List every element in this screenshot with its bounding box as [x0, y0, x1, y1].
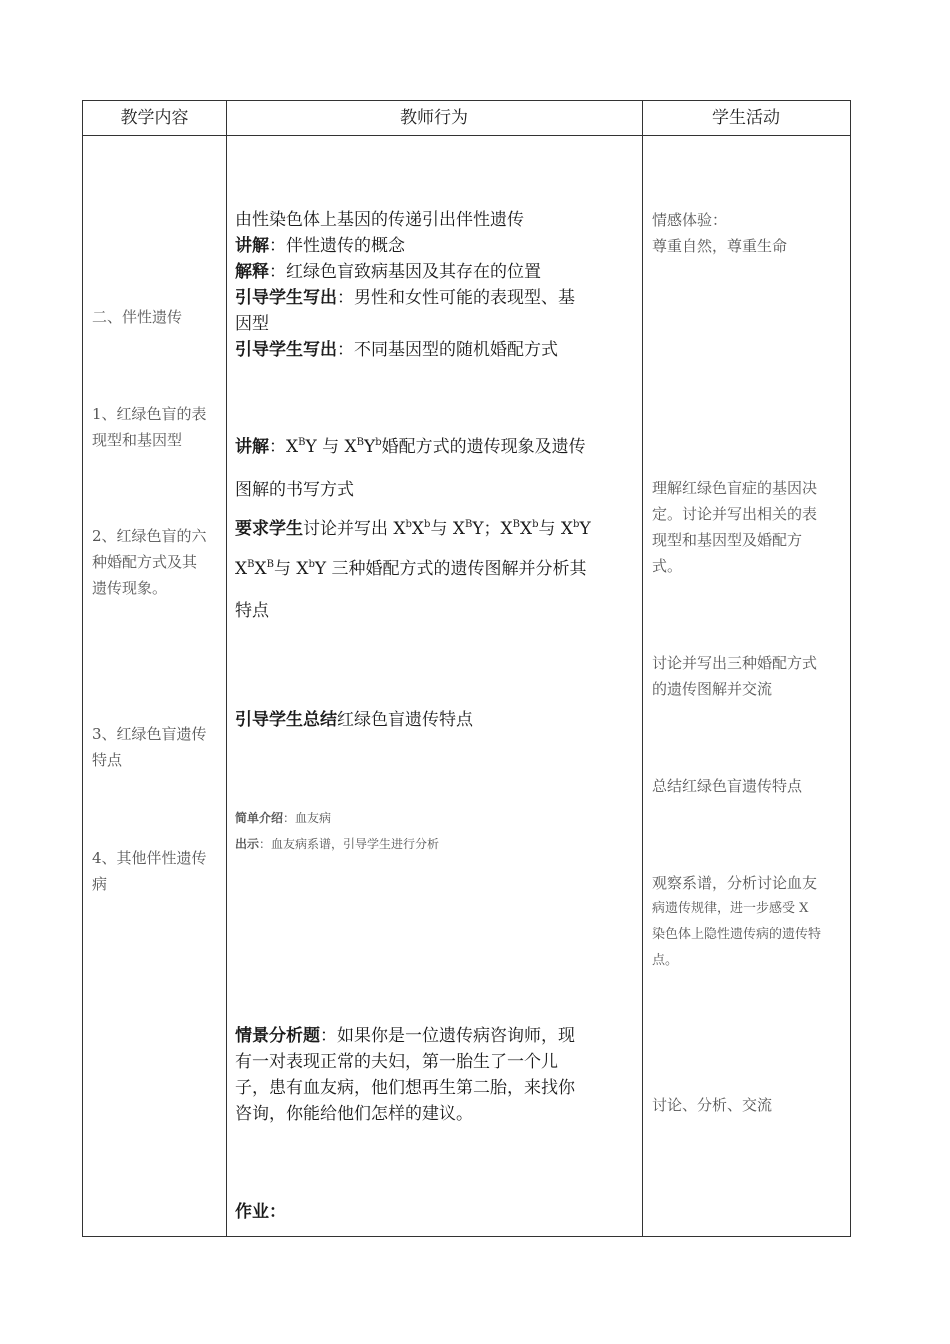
teacher-line: 讲解：$X^BY$ 与 $X^BY^b$婚配方式的遗传现象及遗传	[235, 437, 586, 457]
header-content: 教学内容	[120, 108, 189, 128]
teacher-line: 咨询，你能给他们怎样的建议。	[235, 1104, 473, 1124]
content-item: 3、红绿色盲遗传	[92, 725, 207, 743]
student-line: 总结红绿色盲遗传特点	[652, 777, 803, 795]
student-line: 讨论并写出三种婚配方式	[652, 654, 818, 672]
teacher-line: 情景分析题：如果你是一位遗传病咨询师，现	[235, 1026, 575, 1046]
teacher-line: 由性染色体上基因的传递引出伴性遗传	[235, 210, 524, 230]
student-line: 讨论、分析、交流	[652, 1096, 773, 1114]
student-line: 现型和基因型及婚配方	[652, 531, 803, 549]
student-line: 染色体上隐性遗传病的遗传特	[652, 927, 822, 942]
student-line: 尊重自然，尊重生命	[652, 237, 788, 255]
teacher-line: 图解的书写方式	[235, 480, 354, 500]
student-line: 式。	[652, 557, 683, 575]
student-line: 情感体验：	[652, 211, 728, 229]
homework-label: 作业：	[235, 1202, 286, 1222]
lesson-plan-table	[82, 100, 851, 1237]
content-item: 2、红绿色盲的六	[92, 527, 207, 545]
teacher-line: 解释：红绿色盲致病基因及其存在的位置	[235, 262, 541, 282]
teacher-line: 简单介绍：血友病	[235, 811, 332, 825]
section-title: 二、伴性遗传	[92, 308, 183, 326]
student-line: 定。讨论并写出相关的表	[652, 505, 818, 523]
header-divider	[83, 135, 850, 136]
column-divider	[226, 101, 227, 1236]
student-line: 观察系谱，分析讨论血友	[652, 874, 818, 892]
teacher-line: 子，患有血友病，他们想再生第二胎，来找你	[235, 1078, 575, 1098]
teacher-line: 特点	[235, 601, 269, 621]
teacher-line: 引导学生写出：男性和女性可能的表现型、基	[235, 288, 575, 308]
content-item: 种婚配方式及其	[92, 553, 198, 571]
header-student: 学生活动	[712, 108, 780, 128]
header-teacher: 教师行为	[400, 108, 468, 128]
student-line: 病遗传规律，进一步感受 X	[652, 901, 809, 916]
content-item: 遗传现象。	[92, 579, 168, 597]
content-item: 1、红绿色盲的表	[92, 405, 207, 423]
teacher-line: 出示：血友病系谱，引导学生进行分析	[235, 837, 440, 851]
content-item: 特点	[92, 751, 123, 769]
student-line: 理解红绿色盲症的基因决	[652, 479, 818, 497]
teacher-line: 因型	[235, 314, 269, 334]
teacher-line: 有一对表现正常的夫妇，第一胎生了一个儿	[235, 1052, 558, 1072]
content-item: 现型和基因型	[92, 431, 183, 449]
teacher-line: $X^BX^B$与 $X^bY$ 三种婚配方式的遗传图解并分析其	[235, 559, 587, 579]
teacher-line: 引导学生总结红绿色盲遗传特点	[235, 710, 473, 730]
teacher-line: 引导学生写出：不同基因型的随机婚配方式	[235, 340, 558, 360]
student-line: 点。	[652, 953, 679, 968]
column-divider	[642, 101, 643, 1236]
student-line: 的遗传图解并交流	[652, 680, 773, 698]
teacher-line: 要求学生讨论并写出 $X^bX^b$与 $X^BY$；$X^BX^b$与 $X^bY$	[235, 519, 591, 539]
content-item: 病	[92, 875, 108, 893]
teacher-line: 讲解：伴性遗传的概念	[235, 236, 405, 256]
content-item: 4、其他伴性遗传	[92, 849, 207, 867]
